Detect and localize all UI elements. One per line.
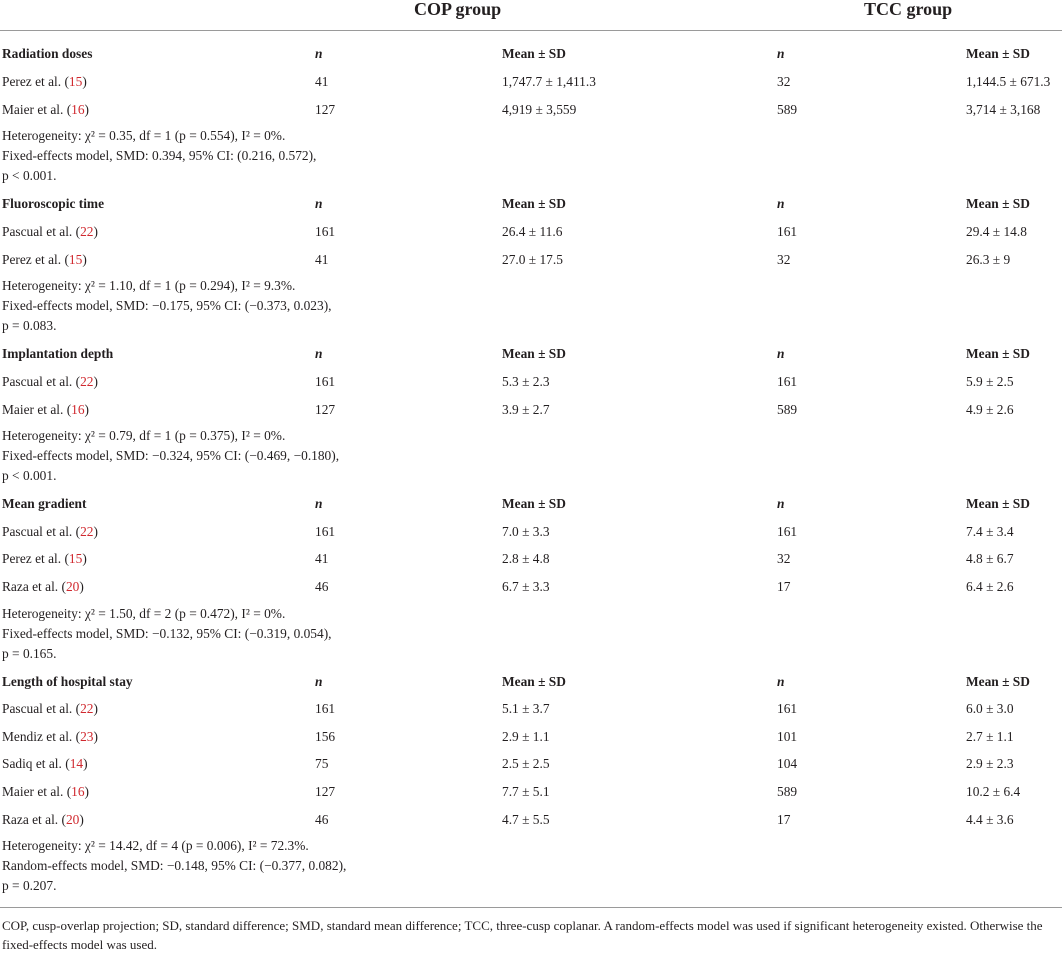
reference-link[interactable]: 16 [71,402,85,417]
table-row [0,754,1062,774]
table-bottom-divider [0,907,1062,908]
cop-n-header: n [315,196,323,211]
cop-mean-value: 4,919 ± 3,559 [502,102,577,117]
study-close-paren: ) [83,756,88,771]
cop-n-value: 46 [315,812,329,827]
reference-link[interactable]: 20 [65,579,80,594]
study-name: Raza et al. ( [2,579,66,594]
study-close-paren: ) [93,729,98,744]
study-cell [2,782,89,802]
tcc-mean-header: Mean ± SD [966,346,1030,361]
cop-mean-value: 7.0 ± 3.3 [502,524,550,539]
table-row [0,549,1062,569]
tcc-mean-value: 6.0 ± 3.0 [966,701,1014,716]
reference-link[interactable]: 22 [80,701,94,716]
cop-mean-header: Mean ± SD [502,674,566,689]
study-cell [2,577,84,597]
tcc-n-value: 161 [777,524,798,539]
heterogeneity-note: p = 0.083. [2,318,57,333]
study-name: Maier et al. ( [2,402,72,417]
tcc-n-value: 161 [777,701,798,716]
tcc-mean-value: 3,714 ± 3,168 [966,102,1041,117]
cop-mean-value: 1,747.7 ± 1,411.3 [502,74,596,89]
study-close-paren: ) [84,402,90,417]
study-close-paren: ) [82,74,87,89]
cop-n-value: 75 [315,756,329,771]
heterogeneity-note: Heterogeneity: χ² = 14.42, df = 4 (p = 0.006), I² = 72.3%. [2,838,309,853]
tcc-mean-header: Mean ± SD [966,674,1030,689]
heterogeneity-note: Fixed-effects model, SMD: −0.132, 95% CI: (−0.319, 0.054), [2,626,332,641]
reference-link[interactable]: 15 [68,74,83,89]
tcc-n-value: 589 [777,784,798,799]
heterogeneity-note: Fixed-effects model, SMD: 0.394, 95% CI: (0.216, 0.572), [2,148,317,163]
tcc-n-value: 104 [777,756,798,771]
heterogeneity-note: Heterogeneity: χ² = 0.35, df = 1 (p = 0.554), I² = 0%. [2,128,286,143]
heterogeneity-note: Fixed-effects model, SMD: −0.175, 95% CI: (−0.373, 0.023), [2,298,332,313]
cop-mean-value: 5.3 ± 2.3 [502,374,550,389]
study-cell [2,372,98,392]
study-cell [2,549,87,569]
table-footnote: COP, cusp-overlap projection; SD, standard difference; SMD, standard mean difference; TCC, three-cusp coplanar. A random-effects model was used if significant heterogeneity existed. Otherwise the fixed-effects model was used. [2,918,1043,952]
section-header-row [0,344,1062,364]
heterogeneity-note: Heterogeneity: χ² = 1.10, df = 1 (p = 0.294), I² = 9.3%. [2,278,296,293]
heterogeneity-note: p = 0.165. [2,646,57,661]
cop-n-header: n [315,674,323,689]
cop-mean-value: 2.8 ± 4.8 [502,551,550,566]
tcc-mean-value: 2.9 ± 2.3 [966,756,1014,771]
reference-link[interactable]: 20 [65,812,80,827]
study-cell [2,522,98,542]
tcc-mean-value: 2.7 ± 1.1 [966,729,1014,744]
tcc-mean-value: 1,144.5 ± 671.3 [966,74,1051,89]
cop-mean-value: 7.7 ± 5.1 [502,784,550,799]
tcc-n-value: 32 [777,551,791,566]
cop-mean-header: Mean ± SD [502,346,566,361]
cop-n-header: n [315,496,323,511]
cop-mean-value: 2.5 ± 2.5 [502,756,550,771]
study-name: Pascual et al. ( [2,224,81,239]
tcc-n-header: n [777,46,785,61]
reference-link[interactable]: 22 [80,524,94,539]
study-name: Pascual et al. ( [2,524,81,539]
cop-n-header: n [315,346,323,361]
cop-mean-value: 6.7 ± 3.3 [502,579,550,594]
study-close-paren: ) [79,812,84,827]
cop-mean-value: 26.4 ± 11.6 [502,224,563,239]
cop-n-value: 161 [315,701,336,716]
cop-n-value: 161 [315,524,336,539]
section-title: Radiation doses [2,46,93,61]
heterogeneity-note: Fixed-effects model, SMD: −0.324, 95% CI: (−0.469, −0.180), [2,448,340,463]
heterogeneity-note: p < 0.001. [2,168,57,183]
study-close-paren: ) [79,579,84,594]
cop-n-value: 46 [315,579,329,594]
section-header-row [0,44,1062,64]
study-name: Maier et al. ( [2,102,72,117]
cop-mean-header: Mean ± SD [502,46,566,61]
tcc-n-header: n [777,346,785,361]
tcc-mean-header: Mean ± SD [966,196,1030,211]
study-cell [2,72,87,92]
tcc-mean-value: 10.2 ± 6.4 [966,784,1021,799]
tcc-n-value: 17 [777,579,791,594]
table-row [0,72,1062,92]
cop-mean-header: Mean ± SD [502,496,566,511]
study-name: Mendiz et al. ( [2,729,81,744]
reference-link[interactable]: 14 [69,756,84,771]
reference-link[interactable]: 22 [80,374,94,389]
tcc-n-header: n [777,674,785,689]
table-row [0,400,1062,420]
cop-n-value: 161 [315,374,336,389]
cop-mean-value: 3.9 ± 2.7 [502,402,550,417]
table-row [0,810,1062,830]
tcc-group-header: TCC group [864,0,953,19]
study-close-paren: ) [93,524,98,539]
section-header-row [0,194,1062,214]
table-row [0,222,1062,242]
study-close-paren: ) [84,102,90,117]
section-header-row [0,672,1062,692]
study-name: Sadiq et al. ( [2,756,70,771]
study-cell [2,400,89,420]
reference-link[interactable]: 16 [71,784,85,799]
cop-n-value: 41 [315,551,329,566]
tcc-n-value: 589 [777,402,798,417]
study-cell [2,727,98,747]
cop-mean-value: 5.1 ± 3.7 [502,701,550,716]
table-row [0,727,1062,747]
heterogeneity-note: Heterogeneity: χ² = 0.79, df = 1 (p = 0.375), I² = 0%. [2,428,286,443]
study-close-paren: ) [82,551,87,566]
header-divider [0,30,1062,31]
study-cell [2,754,88,774]
tcc-mean-value: 7.4 ± 3.4 [966,524,1014,539]
tcc-mean-value: 26.3 ± 9 [966,252,1011,267]
heterogeneity-note: p < 0.001. [2,468,57,483]
tcc-mean-value: 6.4 ± 2.6 [966,579,1014,594]
table-row [0,522,1062,542]
study-name: Pascual et al. ( [2,374,81,389]
study-cell [2,222,98,242]
cop-mean-value: 4.7 ± 5.5 [502,812,550,827]
reference-link[interactable]: 23 [80,729,94,744]
study-cell [2,250,87,270]
reference-link[interactable]: 15 [68,551,83,566]
study-name: Raza et al. ( [2,812,66,827]
study-name: Pascual et al. ( [2,701,81,716]
study-close-paren: ) [82,252,87,267]
tcc-n-value: 32 [777,74,791,89]
cop-n-value: 127 [315,402,336,417]
section-title: Fluoroscopic time [2,196,105,211]
table-row [0,372,1062,392]
cop-group-header: COP group [414,0,502,19]
tcc-mean-value: 5.9 ± 2.5 [966,374,1014,389]
cop-n-value: 156 [315,729,336,744]
tcc-n-value: 32 [777,252,791,267]
study-cell [2,699,98,719]
reference-link[interactable]: 16 [71,102,85,117]
cop-mean-header: Mean ± SD [502,196,566,211]
study-name: Perez et al. ( [2,252,69,267]
table-row [0,699,1062,719]
heterogeneity-note: p = 0.207. [2,878,57,893]
cop-n-value: 41 [315,74,329,89]
tcc-n-value: 161 [777,374,798,389]
study-name: Perez et al. ( [2,74,69,89]
tcc-n-header: n [777,496,785,511]
study-close-paren: ) [84,784,90,799]
tcc-n-header: n [777,196,785,211]
table-row [0,577,1062,597]
study-close-paren: ) [93,374,98,389]
tcc-n-value: 589 [777,102,798,117]
heterogeneity-note: Random-effects model, SMD: −0.148, 95% CI: (−0.377, 0.082), [2,858,347,873]
section-title: Length of hospital stay [2,674,133,689]
tcc-mean-header: Mean ± SD [966,496,1030,511]
cop-mean-value: 2.9 ± 1.1 [502,729,550,744]
tcc-n-value: 17 [777,812,791,827]
study-cell [2,100,89,120]
reference-link[interactable]: 22 [80,224,94,239]
cop-n-value: 127 [315,102,336,117]
tcc-mean-header: Mean ± SD [966,46,1030,61]
study-close-paren: ) [93,701,98,716]
tcc-mean-value: 4.8 ± 6.7 [966,551,1014,566]
cop-n-value: 41 [315,252,329,267]
cop-n-value: 127 [315,784,336,799]
table-row [0,782,1062,802]
reference-link[interactable]: 15 [68,252,83,267]
cop-n-value: 161 [315,224,336,239]
table-row [0,100,1062,120]
study-name: Perez et al. ( [2,551,69,566]
cop-mean-value: 27.0 ± 17.5 [502,252,563,267]
tcc-n-value: 161 [777,224,798,239]
tcc-n-value: 101 [777,729,798,744]
section-title: Mean gradient [2,496,87,511]
table-row [0,250,1062,270]
tcc-mean-value: 29.4 ± 14.8 [966,224,1027,239]
study-cell [2,810,84,830]
heterogeneity-note: Heterogeneity: χ² = 1.50, df = 2 (p = 0.472), I² = 0%. [2,606,286,621]
study-name: Maier et al. ( [2,784,72,799]
tcc-mean-value: 4.4 ± 3.6 [966,812,1014,827]
section-header-row [0,494,1062,514]
cop-n-header: n [315,46,323,61]
section-title: Implantation depth [2,346,114,361]
study-close-paren: ) [93,224,98,239]
tcc-mean-value: 4.9 ± 2.6 [966,402,1014,417]
